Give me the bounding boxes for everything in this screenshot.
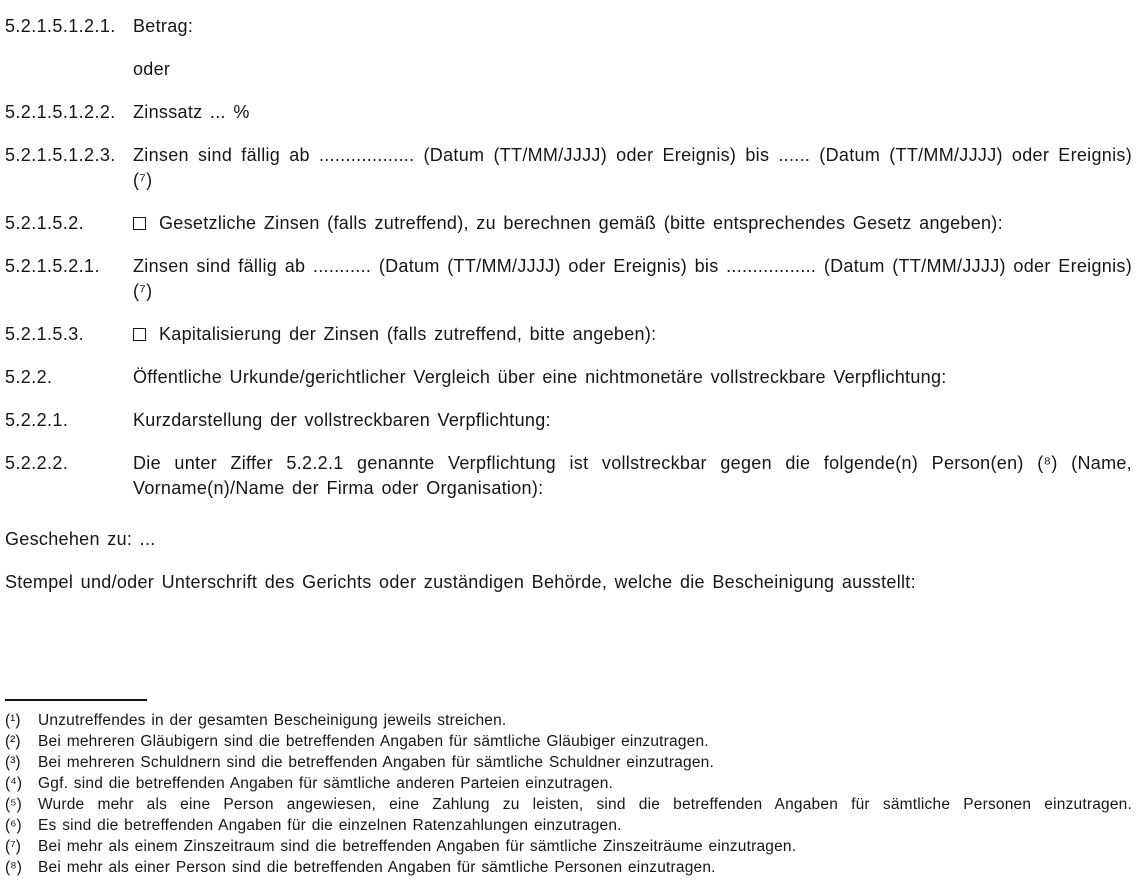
item-number: 5.2.1.5.1.2.3. bbox=[5, 145, 116, 165]
item-number: 5.2.1.5.1.2.1. bbox=[5, 16, 116, 36]
footnote-text: Es sind die betreffenden Angaben für die einzelnen Ratenzahlungen einzutragen. bbox=[38, 817, 622, 834]
item-5-2-2-2 bbox=[5, 451, 1132, 501]
item-number: 5.2.1.5.2. bbox=[5, 213, 85, 233]
footnote-4 bbox=[5, 773, 1132, 794]
footnote-text: Bei mehr als einer Person sind die betreffenden Angaben für sämtliche Personen einzutragen. bbox=[38, 859, 716, 876]
footnote-separator-rule bbox=[5, 699, 147, 701]
item-5-2-1-5-1-2-2 bbox=[5, 100, 1132, 125]
footnote-3 bbox=[5, 752, 1132, 773]
item-5-2-1-5-1-2-1 bbox=[5, 14, 1132, 39]
footnote-marker: (¹) bbox=[5, 712, 21, 729]
item-text: Die unter Ziffer 5.2.2.1 genannte Verpflichtung ist vollstreckbar gegen die folgende(n) Person(en) (⁸) (Name, Vorname(n)/Name der Firma oder Organisation): bbox=[133, 453, 1132, 498]
footnote-marker: (⁵) bbox=[5, 796, 22, 813]
item-5-2-2 bbox=[5, 365, 1132, 390]
item-number: 5.2.2.2. bbox=[5, 453, 69, 473]
place-and-date-line: Geschehen zu: ... bbox=[5, 529, 156, 549]
item-number: 5.2.2.1. bbox=[5, 410, 69, 430]
item-number: 5.2.1.5.3. bbox=[5, 324, 85, 344]
item-text-label: Kapitalisierung der Zinsen (falls zutreffend, bitte angeben): bbox=[159, 324, 657, 344]
stamp-signature-line: Stempel und/oder Unterschrift des Gerichts oder zuständigen Behörde, welche die Bescheinigung ausstellt: bbox=[5, 572, 916, 592]
item-text-label: Gesetzliche Zinsen (falls zutreffend), zu berechnen gemäß (bitte entsprechendes Gesetz angeben): bbox=[159, 213, 1003, 233]
footnote-marker: (⁸) bbox=[5, 859, 22, 876]
footnote-7 bbox=[5, 836, 1132, 857]
item-oder-connector bbox=[5, 57, 1132, 82]
checkbox-icon bbox=[133, 328, 146, 341]
item-text: Kurzdarstellung der vollstreckbaren Verpflichtung: bbox=[133, 410, 551, 430]
footnote-marker: (³) bbox=[5, 754, 21, 771]
footnote-5 bbox=[5, 794, 1132, 815]
footnote-text: Ggf. sind die betreffenden Angaben für sämtliche anderen Parteien einzutragen. bbox=[38, 775, 614, 792]
item-text bbox=[133, 211, 1132, 236]
footnote-text: Wurde mehr als eine Person angewiesen, eine Zahlung zu leisten, sind die betreffenden Angaben für sämtliche Personen einzutragen. bbox=[38, 796, 1132, 813]
footnotes-block bbox=[5, 710, 1132, 878]
footnote-2 bbox=[5, 731, 1132, 752]
item-5-2-1-5-2 bbox=[5, 211, 1132, 236]
footnote-text: Unzutreffendes in der gesamten Bescheinigung jeweils streichen. bbox=[38, 712, 507, 729]
footnote-marker: (⁷) bbox=[5, 838, 21, 855]
footnote-marker: (⁴) bbox=[5, 775, 22, 792]
footnote-6 bbox=[5, 815, 1132, 836]
footnote-marker: (⁶) bbox=[5, 817, 22, 834]
item-text: Zinssatz ... % bbox=[133, 102, 250, 122]
item-5-2-1-5-2-1 bbox=[5, 254, 1132, 304]
item-5-2-1-5-3 bbox=[5, 322, 1132, 347]
footnote-text: Bei mehreren Schuldnern sind die betreffenden Angaben für sämtliche Schuldner einzutragen. bbox=[38, 754, 714, 771]
footnote-text: Bei mehreren Gläubigern sind die betreffenden Angaben für sämtliche Gläubiger einzutragen. bbox=[38, 733, 709, 750]
item-number: 5.2.1.5.2.1. bbox=[5, 256, 100, 276]
item-5-2-2-1 bbox=[5, 408, 1132, 433]
item-text: Öffentliche Urkunde/gerichtlicher Vergleich über eine nichtmonetäre vollstreckbare Verpflichtung: bbox=[133, 367, 947, 387]
item-text: Zinsen sind fällig ab ........... (Datum (TT/MM/JJJJ) oder Ereignis) bis ................. (Datum (TT/MM/JJJJ) oder Ereignis) (⁷) bbox=[133, 256, 1132, 301]
item-number: 5.2.2. bbox=[5, 367, 53, 387]
footnote-1 bbox=[5, 710, 1132, 731]
footnote-marker: (²) bbox=[5, 733, 21, 750]
item-text: Betrag: bbox=[133, 16, 194, 36]
checkbox-icon bbox=[133, 217, 146, 230]
item-text: oder bbox=[133, 59, 171, 79]
footnote-text: Bei mehr als einem Zinszeitraum sind die betreffenden Angaben für sämtliche Zinszeiträume einzutragen. bbox=[38, 838, 797, 855]
item-text bbox=[133, 322, 1132, 347]
footnote-8 bbox=[5, 857, 1132, 878]
item-number: 5.2.1.5.1.2.2. bbox=[5, 102, 116, 122]
item-text: Zinsen sind fällig ab .................. (Datum (TT/MM/JJJJ) oder Ereignis) bis ...... (Datum (TT/MM/JJJJ) oder Ereignis) (⁷) bbox=[133, 145, 1132, 190]
item-5-2-1-5-1-2-3 bbox=[5, 143, 1132, 193]
